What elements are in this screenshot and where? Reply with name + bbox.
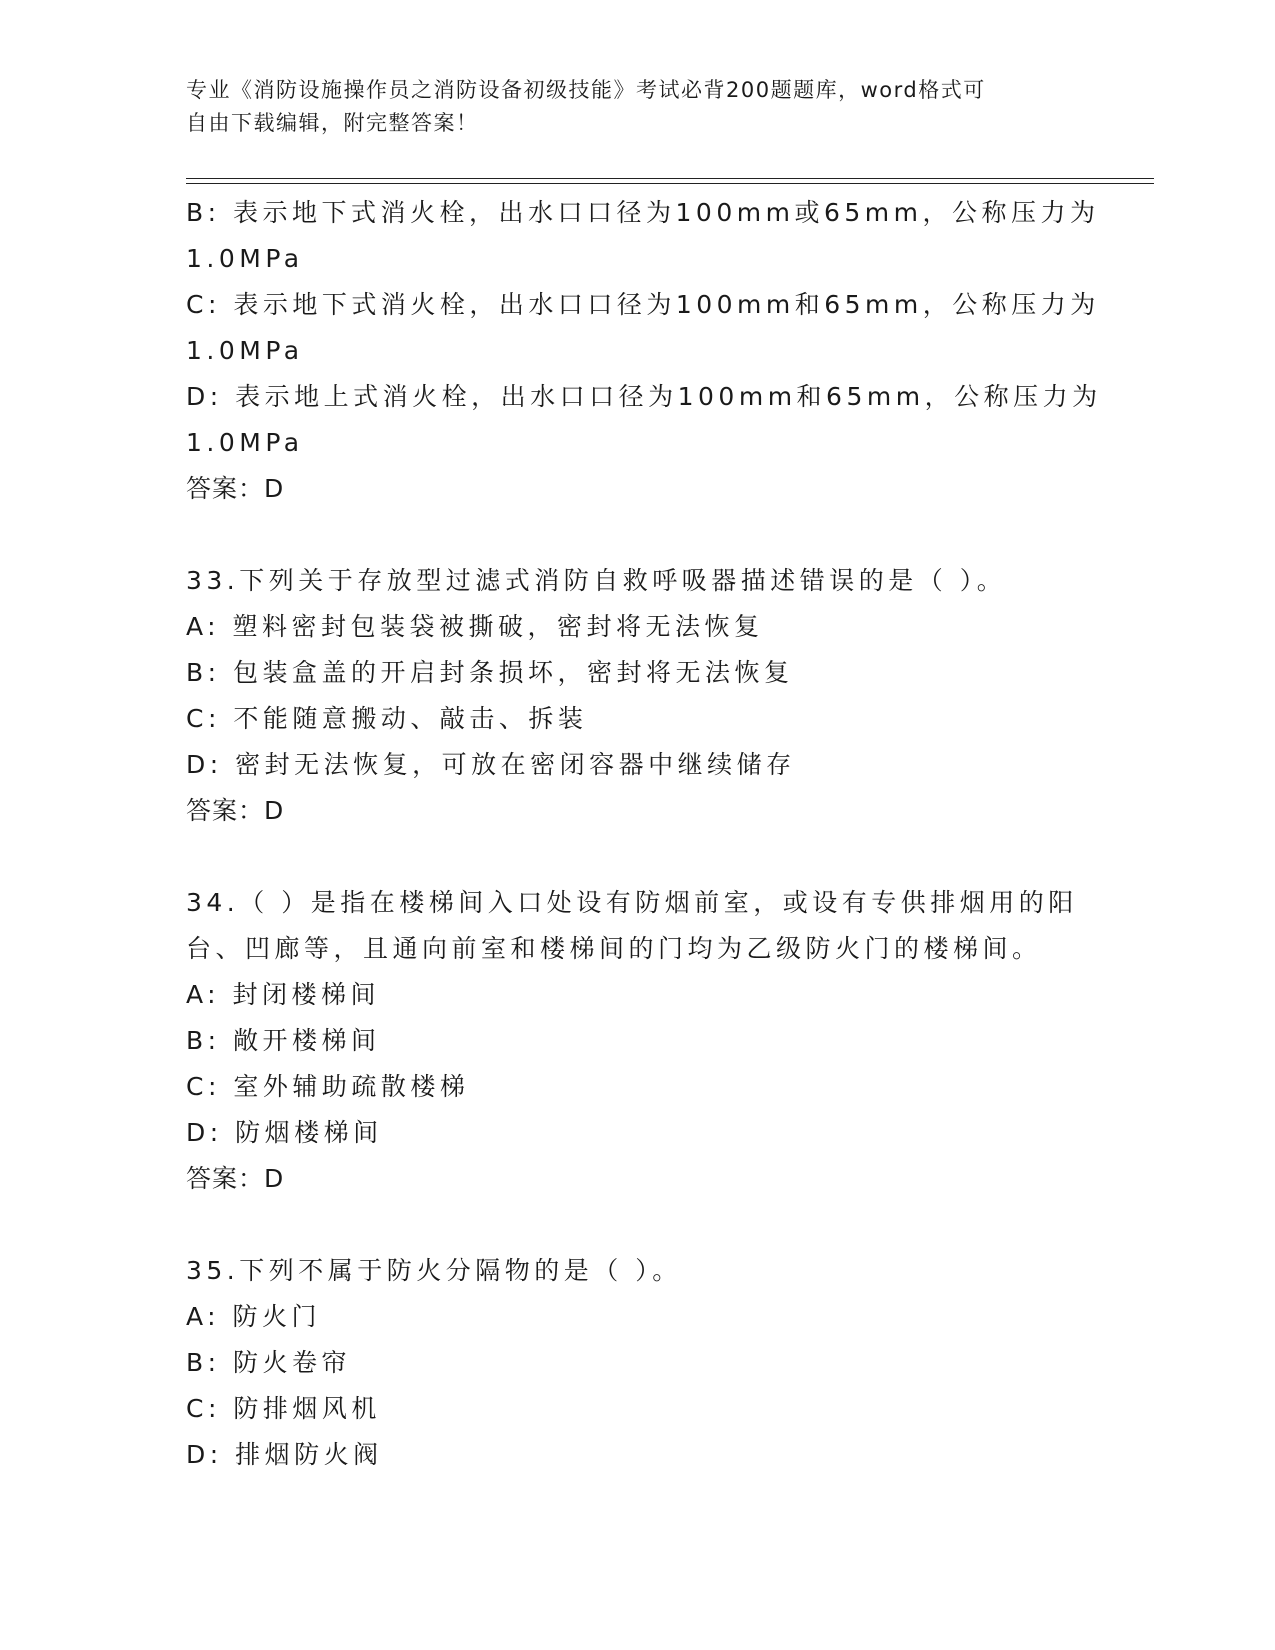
question-stem: 34.（ ）是指在楼梯间入口处设有防烟前室，或设有专供排烟用的阳 bbox=[186, 888, 1078, 917]
option-c: C: 防排烟风机 bbox=[186, 1394, 381, 1423]
option-b: B: 包装盒盖的开启封条损坏，密封将无法恢复 bbox=[186, 658, 794, 687]
option-d: D: 排烟防火阀 bbox=[186, 1440, 383, 1469]
option-line: 1.0MPa bbox=[186, 428, 304, 457]
option-d: D: 防烟楼梯间 bbox=[186, 1118, 383, 1147]
carryover-block bbox=[186, 190, 1102, 512]
question-stem: 台、凹廊等，且通向前室和楼梯间的门均为乙级防火门的楼梯间。 bbox=[186, 934, 1042, 963]
answer-line: 答案：D bbox=[186, 474, 285, 503]
question-34 bbox=[186, 880, 1086, 1202]
option-a: A: 防火门 bbox=[186, 1302, 322, 1331]
option-b: B: 敞开楼梯间 bbox=[186, 1026, 381, 1055]
option-line: B: 表示地下式消火栓，出水口口径为100mm或65mm，公称压力为 bbox=[186, 198, 1100, 227]
document-body bbox=[186, 190, 1102, 1478]
option-line: C: 表示地下式消火栓，出水口口径为100mm和65mm，公称压力为 bbox=[186, 290, 1100, 319]
option-d: D: 密封无法恢复，可放在密闭容器中继续储存 bbox=[186, 750, 796, 779]
header-line-1: 专业《消防设施操作员之消防设备初级技能》考试必背200题题库，word格式可 bbox=[186, 78, 986, 102]
question-stem: 35.下列不属于防火分隔物的是（ ）。 bbox=[186, 1256, 682, 1285]
answer-line: 答案：D bbox=[186, 1164, 285, 1193]
option-line: 1.0MPa bbox=[186, 244, 304, 273]
answer-line: 答案：D bbox=[186, 796, 285, 825]
option-a: A: 封闭楼梯间 bbox=[186, 980, 381, 1009]
option-line: 1.0MPa bbox=[186, 336, 304, 365]
option-a: A: 塑料密封包装袋被撕破，密封将无法恢复 bbox=[186, 612, 764, 641]
option-c: C: 室外辅助疏散楼梯 bbox=[186, 1072, 470, 1101]
option-b: B: 防火卷帘 bbox=[186, 1348, 352, 1377]
document-header bbox=[186, 74, 1086, 140]
option-line: D: 表示地上式消火栓，出水口口径为100mm和65mm，公称压力为 bbox=[186, 382, 1102, 411]
option-c: C: 不能随意搬动、敲击、拆装 bbox=[186, 704, 588, 733]
header-divider-bottom bbox=[186, 183, 1154, 184]
header-line-2: 自由下载编辑，附完整答案！ bbox=[186, 111, 479, 135]
question-33 bbox=[186, 558, 1086, 834]
header-divider-top bbox=[186, 178, 1154, 179]
question-35 bbox=[186, 1248, 1086, 1478]
question-stem: 33.下列关于存放型过滤式消防自救呼吸器描述错误的是（ ）。 bbox=[186, 566, 1007, 595]
